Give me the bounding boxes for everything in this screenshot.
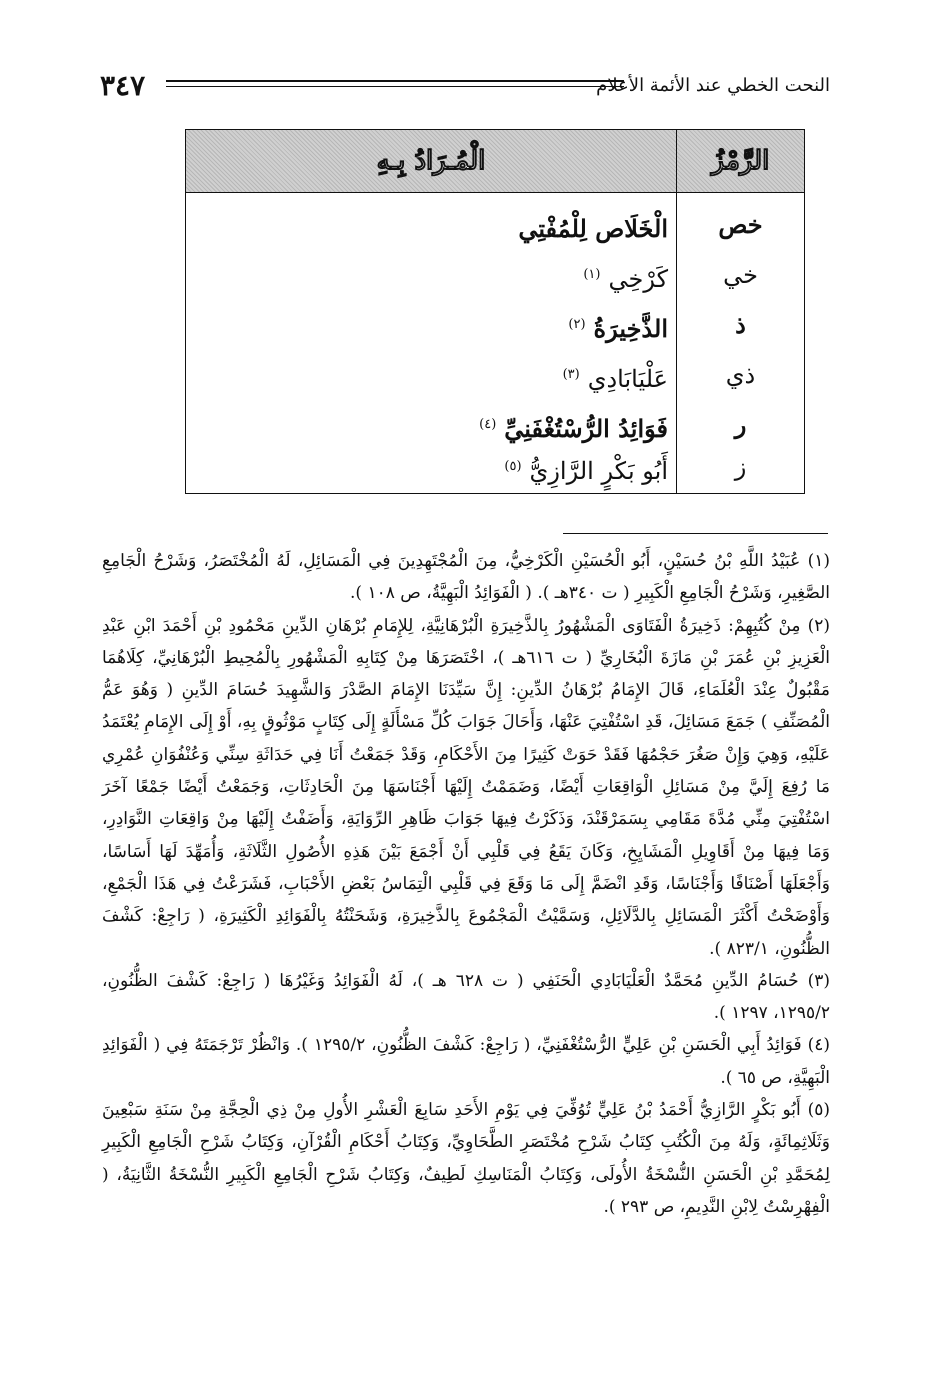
footnote-marker: (٣) bbox=[562, 367, 580, 382]
running-title: النحت الخطي عند الأئمة الأعلام bbox=[596, 75, 830, 96]
row-meaning bbox=[186, 442, 668, 492]
row-code: خص bbox=[718, 210, 763, 239]
page-number: ٣٤٧ bbox=[100, 69, 146, 102]
footnote-5: (٥) أَبُو بَكْرٍ الرَّازِيُّ أَحْمَدُ بْنُ عَلِيٍّ تُوُفِّيَ فِي يَوْمِ الأَحَدِ سَابِعَ الْعَشْرِ الأُولِ مِنْ ذِي الْحِجَّةِ مِنْ سَنَةِ سَبْعِينَ وَثَلَاثِمِائَةٍ، وَلَهُ مِنَ الْكُتُبِ كِتَابُ شَرْحِ مُخْتَصَرِ الطَّحَاوِيِّ، وَكِتَابُ أَحْكَامِ الْقُرْآنِ، وَكِتَابُ شَرْحِ الْجَامِعِ الْكَبِيرِ لِمُحَمَّدِ بْنِ الْحَسَنِ النُّسْخَةُ الأُولَى، وَكِتَابُ الْمَنَاسِكِ لَطِيفٌ، وَكِتَابُ شَرْحِ الْجَامِعِ الْكَبِيرِ النُّسْخَةُ الثَّانِيَةُ، ( الْفِهْرِسْتُ لِابْنِ النَّدِيمِ، ص ٢٩٣ ). bbox=[102, 1100, 830, 1217]
row-code: ذي bbox=[725, 361, 756, 389]
table-row bbox=[186, 200, 804, 250]
header-meaning: الْمُـرَادُ بِـهِ bbox=[376, 146, 486, 176]
meaning-text: فَوَائِدُ الرُّسْتُغْفَنِيِّ bbox=[504, 414, 668, 443]
table-row bbox=[186, 300, 804, 350]
footnote-marker: (٤) bbox=[479, 417, 497, 432]
row-meaning bbox=[186, 200, 668, 250]
table-row bbox=[186, 350, 804, 400]
footnote-marker: (٢) bbox=[568, 317, 586, 332]
table-header-row bbox=[186, 130, 804, 193]
page-header bbox=[100, 68, 830, 108]
row-code: ر bbox=[734, 410, 747, 439]
meaning-text: الْخَلَاص لِلْمُفْتِي bbox=[518, 214, 668, 243]
meaning-text: أَبُو بَكْرٍ الرَّازِيُّ bbox=[529, 457, 668, 485]
footnote-marker: (١) bbox=[583, 267, 601, 282]
meaning-text: كَرْخِي bbox=[608, 265, 668, 293]
row-meaning bbox=[186, 250, 668, 300]
footnote-separator bbox=[563, 533, 828, 534]
footnote-3: (٣) حُسَامُ الدِّينِ مُحَمَّدٌ الْعَلْيَابَادِي الْحَنَفِي ( ت ٦٢٨ هـ )، لَهُ الْفَوَائِدُ وَغَيْرُهَا ( رَاجِعْ: كَشْفَ الظُّنُونِ، ١٢٩٥/٢، ١٢٩٧ ). bbox=[102, 970, 830, 1024]
abbreviation-table bbox=[185, 129, 805, 494]
footnotes bbox=[102, 545, 830, 1223]
meaning-text: الذَّخِيرَةُ bbox=[593, 314, 668, 343]
footnote-4: (٤) فَوَائِدُ أَبِي الْحَسَنِ بْنِ عَلِيٍّ الرُّسْتُغْفَنِيِّ، ( رَاجِعْ: كَشْفَ الظُّنُونِ، ١٢٩٥/٢ ). وَانْظُرْ تَرْجَمَتَهُ فِي ( الْفَوَائِدِ الْبَهِيَّةِ، ص ٦٥ ). bbox=[102, 1035, 831, 1088]
footnote-marker: (٥) bbox=[504, 459, 522, 474]
row-meaning bbox=[186, 350, 668, 400]
row-meaning bbox=[186, 300, 668, 350]
row-code: ز bbox=[734, 453, 747, 481]
table-row bbox=[186, 442, 804, 492]
header-rule bbox=[166, 80, 624, 87]
footnote-1: (١) عُبَيْدُ اللَّهِ بْنُ حُسَيْنٍ، أَبُو الْحُسَيْنِ الْكَرْخِيُّ، مِنَ الْمُجْتَهِدِينَ فِي الْمَسَائِلِ، لَهُ الْمُخْتَصَرُ، وَشَرْحُ الْجَامِعِ الصَّغِيرِ، وَشَرْحُ الْجَامِعِ الْكَبِيرِ ( ت ٣٤٠هـ ). ( الْفَوَائِدُ الْبَهِيَّةُ، ص ١٠٨ ). bbox=[102, 551, 830, 604]
table-row bbox=[186, 250, 804, 300]
meaning-text: عَلْيَابَادِي bbox=[587, 365, 668, 393]
row-code: خي bbox=[723, 261, 758, 289]
row-code: ذ bbox=[735, 310, 746, 339]
header-code: الرَّمْزُ bbox=[711, 146, 770, 176]
footnote-2: (٢) مِنْ كُتُبِهِمْ: ذَخِيرَةُ الْفَتَاوَى الْمَشْهُورُ بِالذَّخِيرَةِ الْبُرْهَانِيَّةِ، لِلإِمَامِ بُرْهَانِ الدِّينِ مَحْمُودِ بْنِ أَحْمَدَ ابْنِ عَبْدِ الْعَزِيزِ بْنِ عُمَرَ بْنِ مَازَةَ الْبُخَارِيِّ ( ت ٦١٦هـ )، اخْتَصَرَهَا مِنْ كِتَابِهِ الْمَشْهُورِ بِالْمُحِيطِ الْبُرْهَانِيِّ، كِلَاهُمَا مَقْبُولٌ عِنْدَ الْعُلَمَاءِ، قَالَ الإِمَامُ بُرْهَانُ الدِّينِ: إِنَّ سَيِّدَنَا الإِمَامَ الصَّدْرَ وَالشَّهِيدَ حُسَامَ الدِّينِ ( وَهُوَ عَمُّ الْمُصَنِّفِ ) جَمَعَ مَسَائِلَ، قَدِ اسْتُفْتِيَ عَنْهَا، وَأَحَالَ جَوَابَ كُلِّ مَسْأَلَةٍ إِلَى كِتَابٍ مَوْثُوقٍ بِهِ، أَوْ إِلَى الإِمَامِ يُعْتَمَدُ عَلَيْهِ، وَهِيَ وَإِنْ صَغُرَ حَجْمُهَا فَقَدْ حَوَتْ كَثِيرًا مِنَ الأَحْكَامِ، وَقَدْ جَمَعْتُ أَنَا فِي حَدَاثَةِ سِنِّي وَعُنْفُوَانِ عُمْرِي مَا رُفِعَ إِلَيَّ مِنْ مَسَائِلِ الْوَاقِعَاتِ أَيْضًا، وَضَمَمْتُ إِلَيْهَا أَجْنَاسَهَا مِنَ الْحَادِثَاتِ، وَجَمَعْتُ أَيْضًا جَمْعًا آخَرَ اسْتُفْتِيَ مِنِّي مُدَّةَ مَقَامِي بِسَمَرْقَنْدَ، وَذَكَرْتُ فِيهَا جَوَابَ ظَاهِرِ الرِّوَايَةِ، وَأَضَفْتُ إِلَيْهَا مِنْ وَاقِعَاتِ النَّوَادِرِ، وَمَا فِيهَا مِنْ أَقَاوِيلِ الْمَشَايِخِ، وَكَانَ يَقَعُ فِي قَلْبِي أَنْ أَجْمَعَ بَيْنَ هَذِهِ الأُصُولِ الثَّلَاثَةِ، وَأُمَهِّدَ لَهَا أَسَاسًا، وَأَجْعَلَهَا أَصْنَافًا وَأَجْنَاسًا، وَقَدِ انْضَمَّ إِلَى مَا وَقَعَ فِي قَلْبِي الْتِمَاسُ بَعْضِ الأَحْبَابِ، فَشَرَعْتُ فِي هَذَا الْجَمْعِ، وَأَوْضَحْتُ أَكْثَرَ الْمَسَائِلِ بِالدَّلَائِلِ، وَسَمَّيْتُ الْمَجْمُوعَ بِالذَّخِيرَةِ، وَشَحَنْتُهُ بِالْفَوَائِدِ الْكَثِيرَةِ، ( رَاجِعْ: كَشْفَ الظُّنُونِ، ٨٢٣/١ ). bbox=[102, 615, 830, 959]
